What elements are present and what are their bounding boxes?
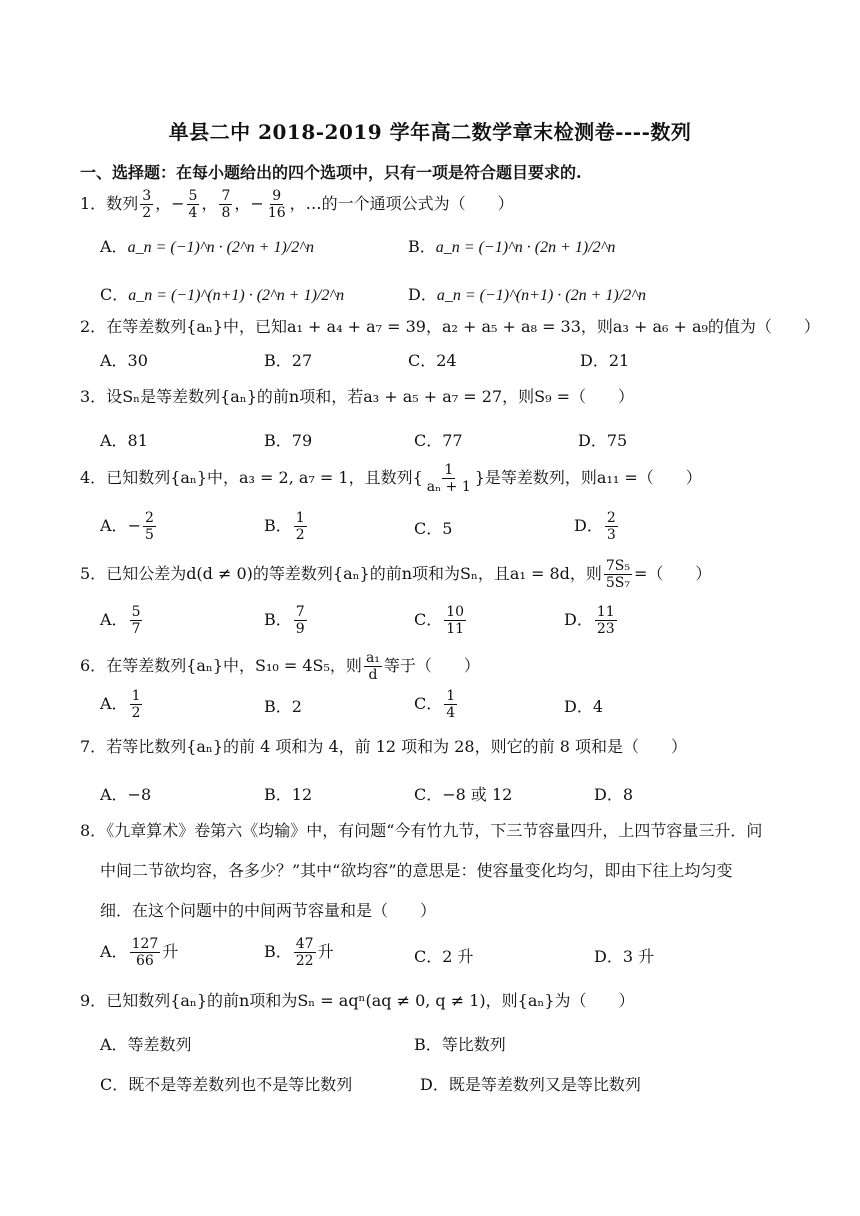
option-c[interactable]: C． $\frac{1}{4}$ <box>414 688 456 721</box>
formula: a_n = (−1)^(n+1) · (2^n + 1)/2^n <box>128 287 345 304</box>
formula: a_n = (−1)^(n+1) · (2n + 1)/2^n <box>436 287 646 304</box>
option-a[interactable]: A．− $\frac{2}{5}$ <box>100 510 154 543</box>
formula: a_n = (−1)^n · (2^n + 1)/2^n <box>127 239 314 256</box>
option-c[interactable]: C．a_n = (−1)^(n+1) · (2^n + 1)/2^n <box>100 285 345 304</box>
fraction: $\frac{9}{16}$ <box>267 188 286 221</box>
option-d[interactable]: D．3 升 <box>594 947 655 966</box>
option-c[interactable]: C．5 <box>414 519 453 538</box>
option-b[interactable]: B．a_n = (−1)^n · (2n + 1)/2^n <box>408 237 616 256</box>
option-a[interactable]: A．等差数列 <box>100 1035 192 1054</box>
page-title: 单县二中 2018-2019 学年高二数学章末检测卷----数列 <box>168 120 692 144</box>
option-a[interactable]: A． $\frac{127}{66}$ 升 <box>100 936 179 969</box>
question-8-line-2: 中间二节欲均容，各多少？”其中“欲均容”的意思是：使容量变化均匀，即由下往上均匀变 <box>100 861 733 880</box>
fraction: $\frac{\text{7S₅}}{\text{5S₇}}$ <box>605 558 631 591</box>
fraction: $\frac{5}{4}$ <box>188 188 198 221</box>
question-number: 1． <box>80 194 107 213</box>
question-6: 6．在等差数列{aₙ}中，S₁₀ = 4S₅，则 $\frac{\text{a₁}}{d}$ 等于（ ） <box>80 650 480 683</box>
question-5: 5．已知公差为d(d ≠ 0)的等差数列{aₙ}的前n项和为Sₙ，且a₁ = 8d，则 $\frac{\text{7S₅}}{\text{5S₇}}$ =（ ） <box>80 558 712 591</box>
option-b[interactable]: B．等比数列 <box>414 1035 506 1054</box>
question-4: 4．已知数列{aₙ}中，a₃ = 2, a₇ = 1，且数列{ $\frac{1}{\text{aₙ + 1}}$ }是等差数列，则a₁₁ =（ ） <box>80 462 702 495</box>
fraction: $\frac{1}{\text{aₙ + 1}}$ <box>426 462 471 495</box>
fraction: $\frac{\text{a₁}}{d}$ <box>365 650 380 683</box>
option-d[interactable]: D．既是等差数列又是等比数列 <box>420 1075 641 1094</box>
question-7: 7．若等比数列{aₙ}的前 4 项和为 4，前 12 项和为 28，则它的前 8 项和是（ ） <box>80 737 687 756</box>
option-b[interactable]: B．12 <box>264 785 313 804</box>
option-d[interactable]: D． $\frac{2}{3}$ <box>574 510 616 543</box>
fraction: $\frac{3}{2}$ <box>142 188 152 221</box>
option-d[interactable]: D．21 <box>580 351 630 370</box>
option-a[interactable]: A．81 <box>100 431 148 450</box>
option-b[interactable]: B．27 <box>264 351 313 370</box>
option-a[interactable]: A． $\frac{5}{7}$ <box>100 604 141 637</box>
option-a[interactable]: A． $\frac{1}{2}$ <box>100 688 141 721</box>
question-1: 1．数列 $\frac{3}{2}$ ，− $\frac{5}{4}$ ， $\frac{7}{8}$ ，− $\frac{9}{16}$ ，…的一个通项公式为（ ） <box>80 188 514 221</box>
option-b[interactable]: B． $\frac{47}{22}$ 升 <box>264 936 334 969</box>
option-a[interactable]: A．30 <box>100 351 148 370</box>
option-d[interactable]: D．a_n = (−1)^(n+1) · (2n + 1)/2^n <box>408 285 646 304</box>
question-8-line-3: 细．在这个问题中的中间两节容量和是（ ） <box>100 901 437 920</box>
option-c[interactable]: C．−8 或 12 <box>414 785 513 804</box>
option-d[interactable]: D． $\frac{11}{23}$ <box>564 604 615 637</box>
option-d[interactable]: D．75 <box>578 431 628 450</box>
option-d[interactable]: D．8 <box>594 785 634 804</box>
question-text: 数列 <box>106 194 139 213</box>
question-2: 2．在等差数列{aₙ}中，已知a₁ + a₄ + a₇ = 39，a₂ + a₅ + a₈ = 33，则a₃ + a₆ + a₉的值为（ ） <box>80 317 820 336</box>
option-c[interactable]: C．77 <box>414 431 463 450</box>
option-a[interactable]: A．a_n = (−1)^n · (2^n + 1)/2^n <box>100 237 314 256</box>
option-c[interactable]: C．24 <box>408 351 457 370</box>
option-d[interactable]: D．4 <box>564 697 604 716</box>
option-b[interactable]: B． $\frac{1}{2}$ <box>264 510 305 543</box>
option-b[interactable]: B．79 <box>264 431 313 450</box>
option-a[interactable]: A．−8 <box>100 785 152 804</box>
question-3: 3．设Sₙ是等差数列{aₙ}的前n项和，若a₃ + a₅ + a₇ = 27，则S₉ =（ ） <box>80 387 635 406</box>
question-8: 8．《九章算术》卷第六《均输》中，有问题“今有竹九节，下三节容量四升，上四节容量三升．问 <box>80 821 763 840</box>
option-c[interactable]: C．2 升 <box>414 947 474 966</box>
formula: a_n = (−1)^n · (2n + 1)/2^n <box>435 239 616 256</box>
option-c[interactable]: C． $\frac{10}{11}$ <box>414 604 465 637</box>
question-9: 9．已知数列{aₙ}的前n项和为Sₙ = aqⁿ(aq ≠ 0, q ≠ 1)，则{aₙ}为（ ） <box>80 991 635 1010</box>
option-b[interactable]: B． $\frac{7}{9}$ <box>264 604 305 637</box>
option-c[interactable]: C．既不是等差数列也不是等比数列 <box>100 1075 353 1094</box>
section-heading: 一、选择题：在每小题给出的四个选项中，只有一项是符合题目要求的. <box>80 163 582 182</box>
option-b[interactable]: B．2 <box>264 697 302 716</box>
fraction: $\frac{7}{8}$ <box>221 188 231 221</box>
question-text: ，…的一个通项公式为（ ） <box>289 194 514 213</box>
